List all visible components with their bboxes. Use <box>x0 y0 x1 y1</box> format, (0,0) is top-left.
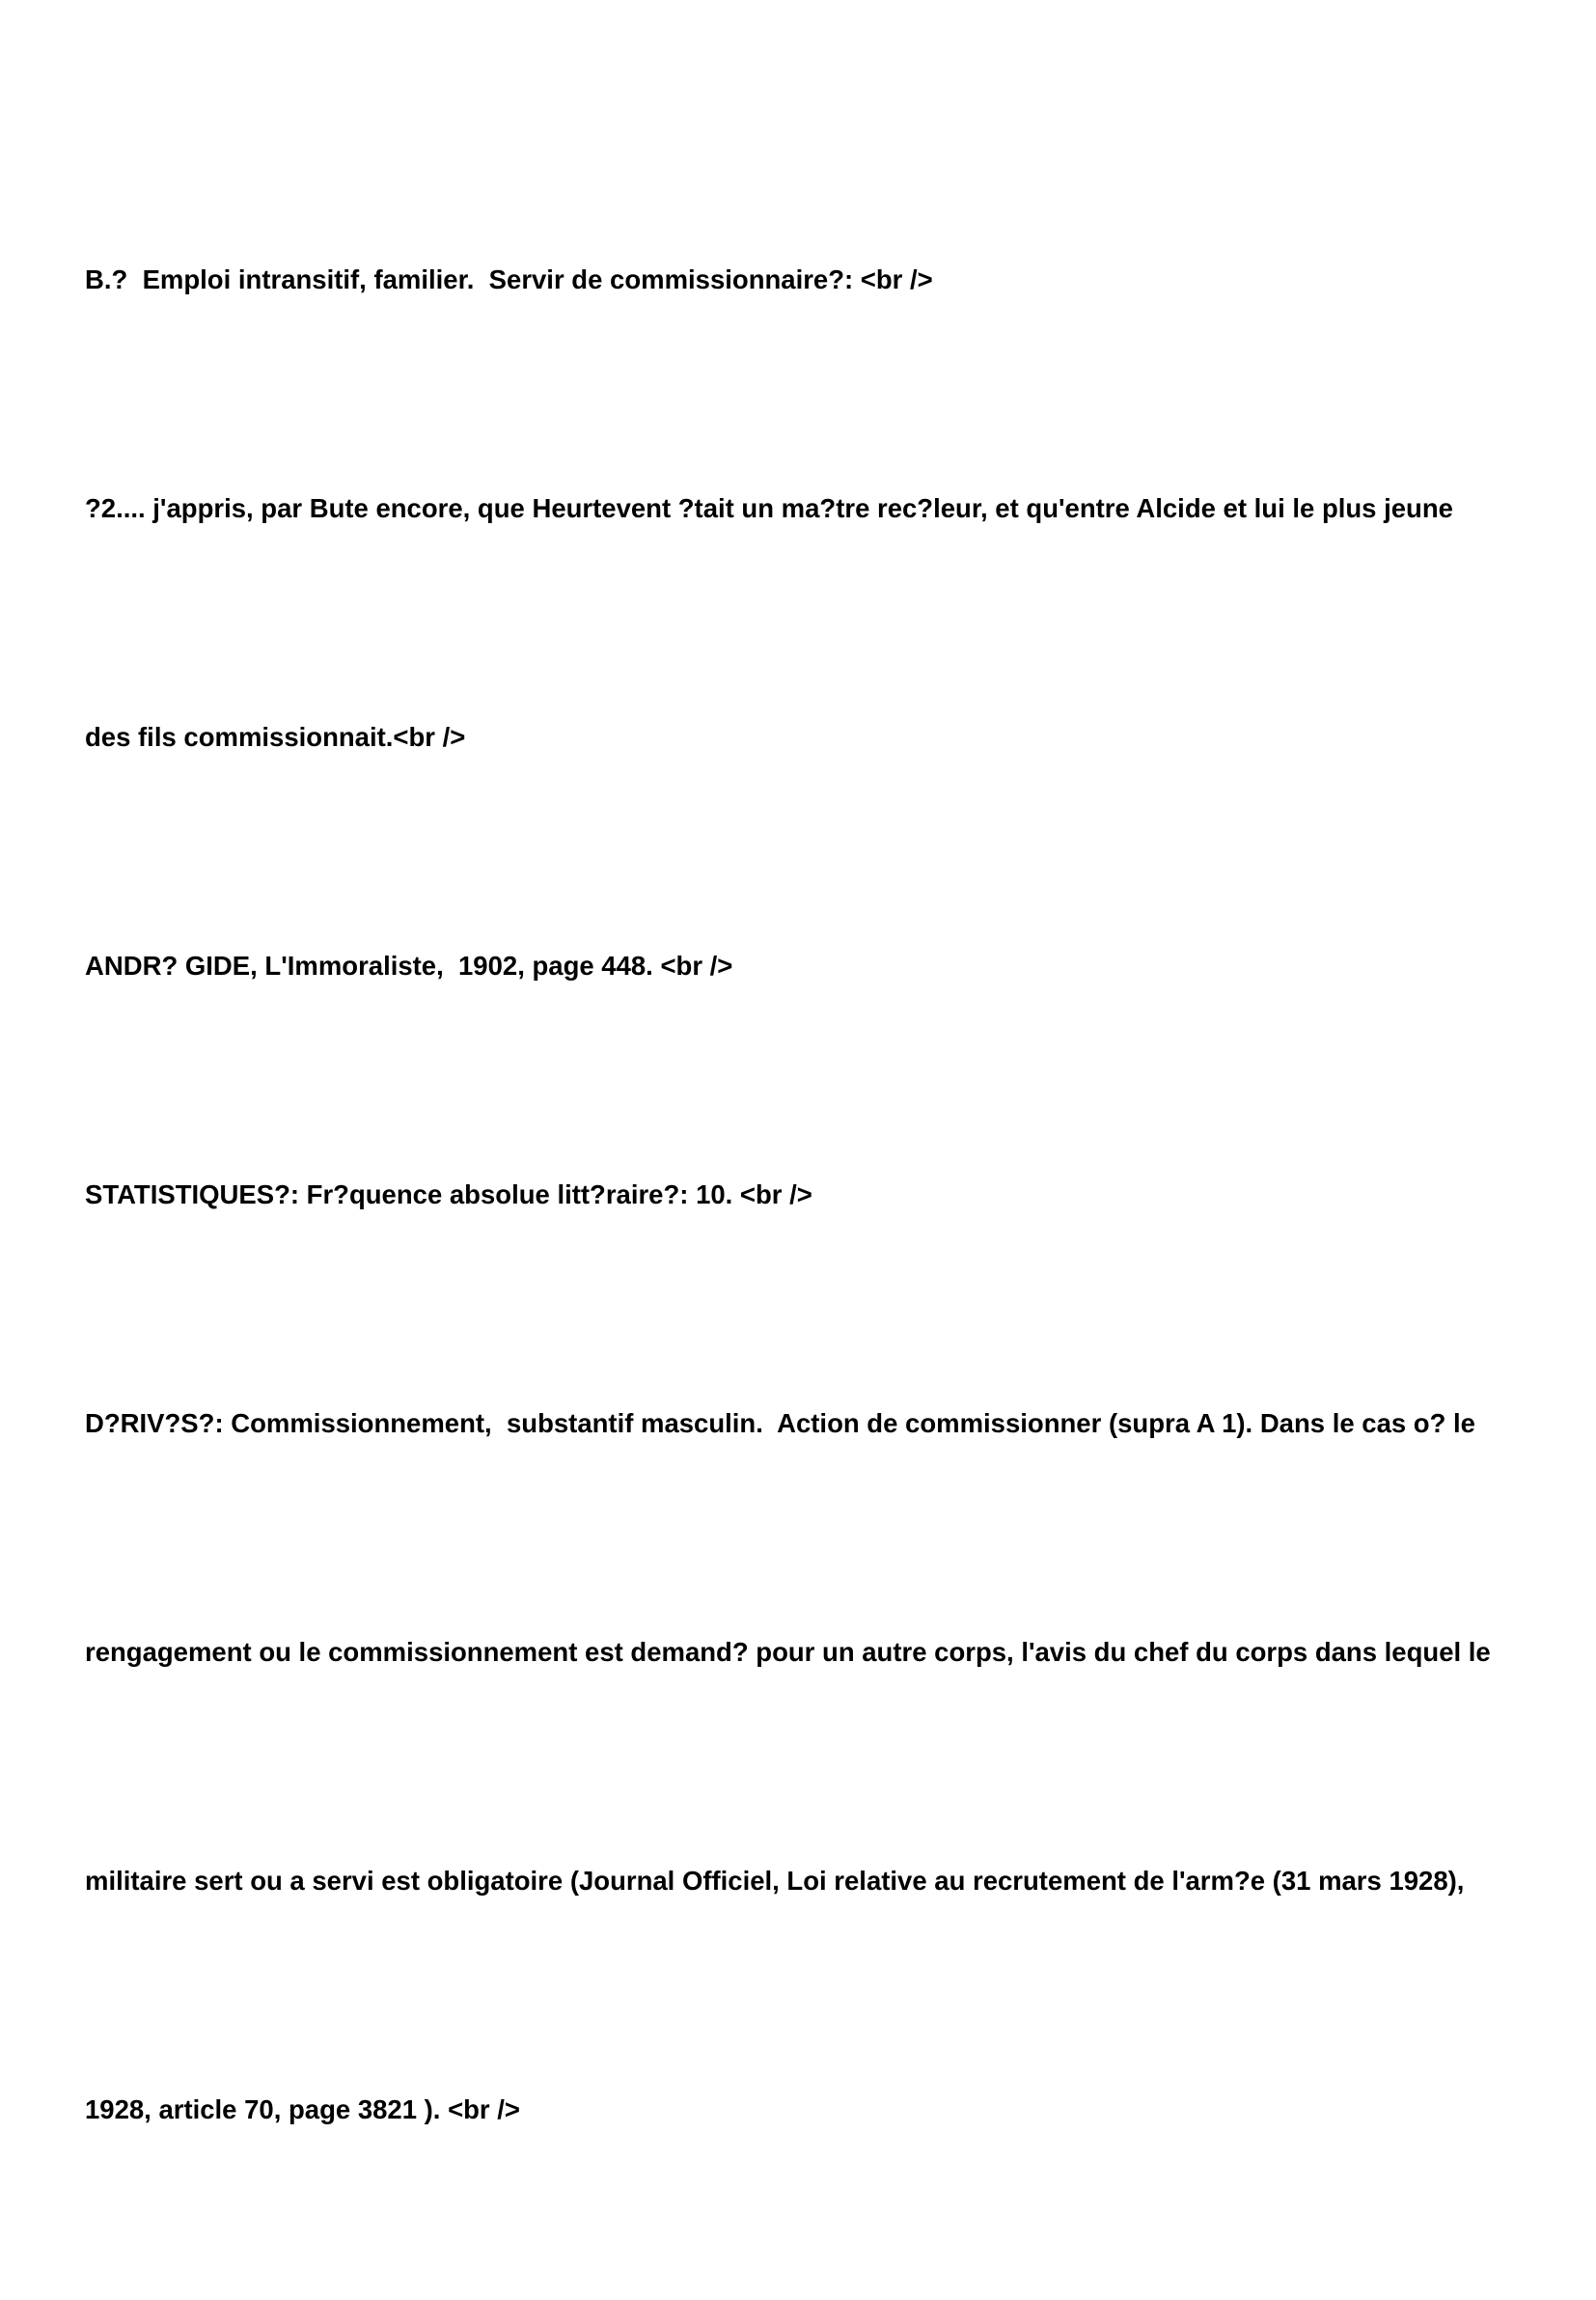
section-heading-line: B.? Emploi intransitif, familier. Servir de commissionnaire?: <br /> <box>85 264 933 294</box>
derived-terms-line: rengagement ou le commissionnement est demand? pour un autre corps, l'avis du chef du corps dans lequel le <box>85 1637 1491 1667</box>
quotation-line: ?2.... j'appris, par Bute encore, que Heurtevent ?tait un ma?tre rec?leur, et qu'entre Alcide et lui le plus jeune <box>85 493 1453 523</box>
citation-line: ANDR? GIDE, L'Immoraliste, 1902, page 448. <br /> <box>85 951 733 981</box>
quotation-line: des fils commissionnait.<br /> <box>85 722 466 752</box>
dictionary-entry-text <box>85 89 1532 2300</box>
derived-terms-line: militaire sert ou a servi est obligatoire (Journal Officiel, Loi relative au recrutement de l'arm?e (31 mars 1928), <box>85 1866 1465 1896</box>
derived-terms-line: D?RIV?S?: Commissionnement, substantif masculin. Action de commissionner (supra A 1). Dans le cas o? le <box>85 1408 1475 1438</box>
derived-terms-line: 1928, article 70, page 3821 ). <br /> <box>85 2094 520 2124</box>
statistics-line: STATISTIQUES?: Fr?quence absolue litt?raire?: 10. <br /> <box>85 1179 812 1209</box>
